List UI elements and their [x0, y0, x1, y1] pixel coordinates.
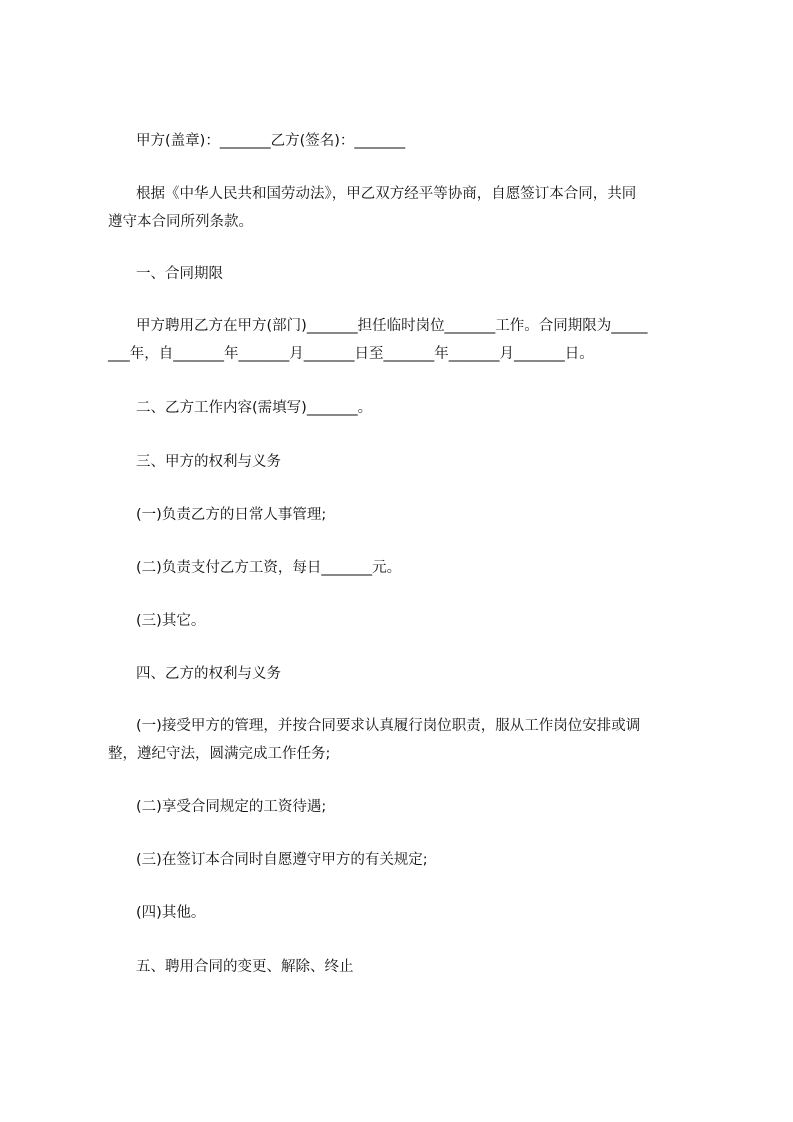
section-4-item-3: (三)在签订本合同时自愿遵守甲方的有关规定; [136, 852, 428, 868]
section-4-item-2: (二)享受合同规定的工资待遇; [136, 799, 327, 815]
preamble-line-2: 遵守本合同所列条款。 [108, 214, 253, 230]
section-1-line-2: ___年，自_______年_______月_______日至_______年_______月_______日。 [108, 346, 594, 362]
signature-line: 甲方(盖章)：_______乙方(签名)：_______ [136, 133, 406, 149]
section-4-title: 四、乙方的权利与义务 [136, 666, 281, 682]
section-4-item-1-line-1: (一)接受甲方的管理，并按合同要求认真履行岗位职责，服从工作岗位安排或调 [136, 718, 641, 734]
section-1-line-1: 甲方聘用乙方在甲方(部门)_______担任临时岗位_______工作。合同期限为_____ [136, 318, 648, 334]
section-3-item-2: (二)负责支付乙方工资，每日_______元。 [136, 560, 402, 576]
section-5-title: 五、聘用合同的变更、解除、终止 [136, 959, 354, 975]
section-4-item-1-line-2: 整，遵纪守法，圆满完成工作任务; [108, 746, 331, 762]
section-3-item-3: (三)其它。 [136, 613, 206, 629]
section-4-item-4: (四)其他。 [136, 905, 206, 921]
preamble-line-1: 根据《中华人民共和国劳动法》，甲乙双方经平等协商，自愿签订本合同，共同 [136, 186, 637, 202]
section-2-title: 二、乙方工作内容(需填写)_______。 [136, 400, 373, 416]
section-1-title: 一、合同期限 [136, 266, 223, 282]
section-3-title: 三、甲方的权利与义务 [136, 454, 281, 470]
section-3-item-1: (一)负责乙方的日常人事管理; [136, 507, 327, 523]
